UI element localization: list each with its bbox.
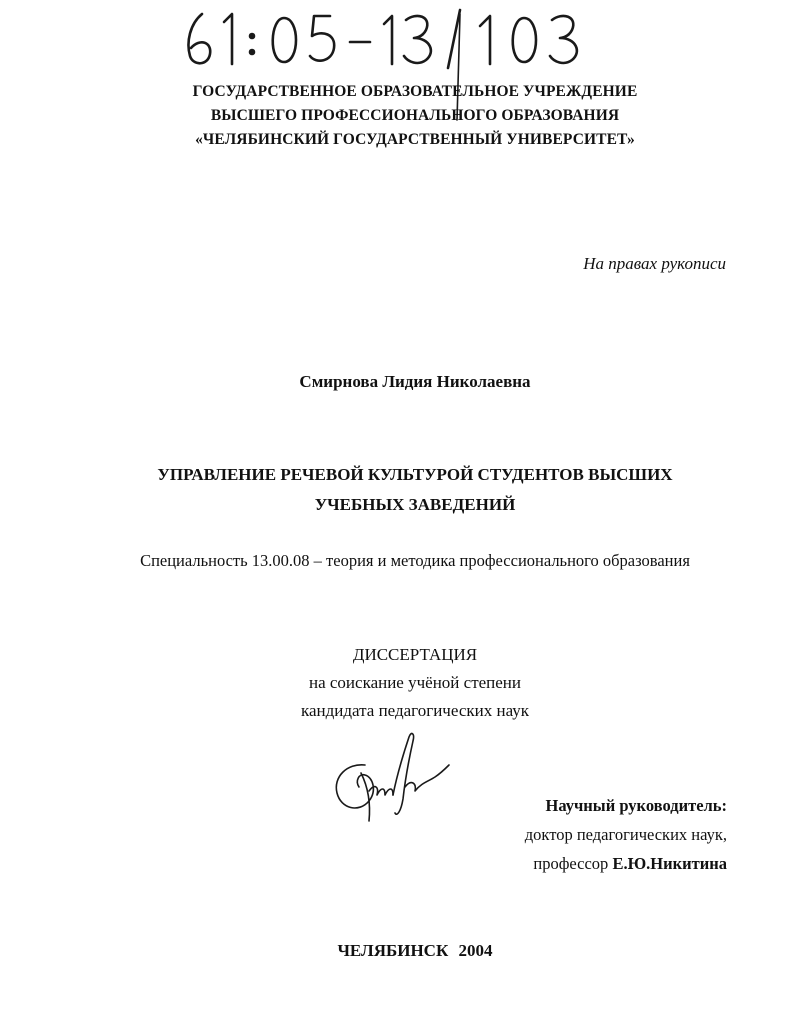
author-signature xyxy=(325,725,455,825)
supervisor-label: Научный руководитель: xyxy=(545,796,727,815)
author-name: Смирнова Лидия Николаевна xyxy=(299,372,531,391)
degree-line-2: кандидата педагогических наук xyxy=(300,701,530,720)
title-line-2: УЧЕБНЫХ ЗАВЕДЕНИЙ xyxy=(314,495,516,514)
supervisor-block xyxy=(525,791,727,878)
institution-line-1: ГОСУДАРСТВЕННОЕ ОБРАЗОВАТЕЛЬНОЕ УЧРЕЖДЕНИЕ xyxy=(192,83,638,100)
city-year: ЧЕЛЯБИНСК 2004 xyxy=(337,941,493,960)
institution-line-3: «ЧЕЛЯБИНСКИЙ ГОСУДАРСТВЕННЫЙ УНИВЕРСИТЕТ» xyxy=(195,131,635,148)
dissertation-title xyxy=(0,460,799,520)
degree-line-1: на соискание учёной степени xyxy=(308,673,522,692)
supervisor-position-line xyxy=(525,849,727,878)
rights-note: На правах рукописи xyxy=(583,254,726,273)
institution-header xyxy=(0,80,799,152)
institution-line-2: ВЫСШЕГО ПРОФЕССИОНАЛЬНОГО ОБРАЗОВАНИЯ xyxy=(210,107,620,124)
title-line-1: УПРАВЛЕНИЕ РЕЧЕВОЙ КУЛЬТУРОЙ СТУДЕНТОВ ВЫСШИХ xyxy=(157,465,673,484)
supervisor-degree: доктор педагогических наук, xyxy=(524,825,727,844)
dissertation-heading: ДИССЕРТАЦИЯ xyxy=(352,645,478,664)
specialty-line: Специальность 13.00.08 – теория и методика профессионального образования xyxy=(140,551,690,570)
supervisor-position: профессор xyxy=(533,854,609,873)
supervisor-name: Е.Ю.Никитина xyxy=(612,854,727,873)
dissertation-degree-block xyxy=(0,641,799,725)
archive-code-handwritten xyxy=(180,8,610,70)
